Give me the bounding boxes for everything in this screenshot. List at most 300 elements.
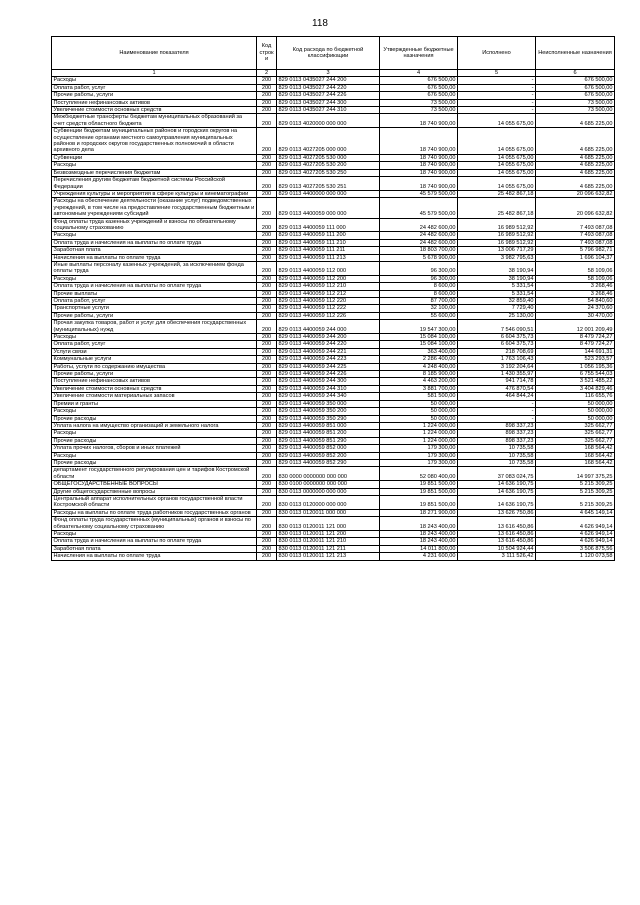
row-line-code: 200 (257, 348, 277, 355)
row-name: Увеличение стоимости основных средств (52, 385, 257, 392)
row-budget-code: 829 0113 4400059 112 200 (277, 275, 380, 282)
row-budget-code: 830 0000 0000000 000 000 (277, 467, 380, 481)
row-line-code: 200 (257, 495, 277, 509)
row-budget-code: 829 0113 4400059 244 225 (277, 363, 380, 370)
row-executed: - (458, 84, 536, 91)
row-unexecuted: 168 564,42 (536, 452, 615, 459)
row-name: Расходы (52, 77, 257, 84)
row-approved: 179 300,00 (380, 452, 458, 459)
table-row (52, 162, 615, 169)
row-name: Оплата труда и начисления на выплаты по оплате труда (52, 239, 257, 246)
row-budget-code: 829 0113 4400059 350 200 (277, 408, 380, 415)
row-unexecuted: 4 626 949,14 (536, 517, 615, 531)
table-row (52, 531, 615, 538)
row-unexecuted: 5 215 309,25 (536, 488, 615, 495)
row-approved: 8 185 900,00 (380, 371, 458, 378)
row-line-code: 200 (257, 128, 277, 155)
row-name: Расходы (52, 452, 257, 459)
table-row (52, 509, 615, 516)
table-row (52, 169, 615, 176)
table-row (52, 77, 615, 84)
table-row (52, 312, 615, 319)
row-name: Перечисления другим бюджетам бюджетной системы Российской Федерации (52, 177, 257, 191)
row-budget-code: 829 0113 4020000 000 000 (277, 114, 380, 128)
row-budget-code: 829 0113 4400059 244 300 (277, 378, 380, 385)
row-executed: 16 989 512,92 (458, 232, 536, 239)
row-name: Фонд оплаты труда государственных (муниципальных) органов и взносы по обязательному социальному страхованию (52, 517, 257, 531)
row-unexecuted: 58 109,06 (536, 261, 615, 275)
row-unexecuted: 3 404 829,46 (536, 385, 615, 392)
row-budget-code: 830 0113 0120011 121 200 (277, 531, 380, 538)
row-unexecuted: 7 493 087,08 (536, 239, 615, 246)
row-name: Поступление нефинансовых активов (52, 99, 257, 106)
row-unexecuted: 4 685 225,00 (536, 177, 615, 191)
row-line-code: 200 (257, 385, 277, 392)
table-row (52, 154, 615, 161)
row-executed: - (458, 92, 536, 99)
row-budget-code: 829 0113 4400059 244 221 (277, 348, 380, 355)
row-approved: 18 243 400,00 (380, 517, 458, 531)
table-row (52, 239, 615, 246)
row-unexecuted: 7 493 087,08 (536, 218, 615, 232)
row-approved: 18 740 900,00 (380, 128, 458, 155)
row-approved: 55 600,00 (380, 312, 458, 319)
row-name: Увеличение стоимости основных средств (52, 107, 257, 114)
row-approved: 179 300,00 (380, 459, 458, 466)
table-row (52, 283, 615, 290)
header-name: Наименование показателя (52, 37, 257, 70)
row-name: Прочие работы, услуги (52, 371, 257, 378)
row-unexecuted: 1 056 195,36 (536, 363, 615, 370)
table-row (52, 415, 615, 422)
row-unexecuted: 58 109,06 (536, 275, 615, 282)
row-budget-code: 830 0113 0000000 000 000 (277, 488, 380, 495)
row-name: Расходы (52, 334, 257, 341)
row-name: Уплата прочих налогов, сборов и иных платежей (52, 445, 257, 452)
row-name: Субвенции бюджетам муниципальных районов и городских округов на осуществление органами местного самоуправления муниципальных районов и городских округов государственных полномочий в области архивного дела (52, 128, 257, 155)
row-approved: 15 084 100,00 (380, 334, 458, 341)
row-executed: - (458, 400, 536, 407)
row-approved: 676 500,00 (380, 92, 458, 99)
table-row (52, 467, 615, 481)
row-unexecuted: 325 662,77 (536, 422, 615, 429)
row-name: Оплата работ, услуг (52, 341, 257, 348)
row-executed: 3 982 795,63 (458, 254, 536, 261)
row-budget-code: 830 0100 0000000 000 000 (277, 481, 380, 488)
row-executed: 898 337,23 (458, 437, 536, 444)
table-row (52, 114, 615, 128)
row-executed: - (458, 99, 536, 106)
row-line-code: 200 (257, 481, 277, 488)
row-name: Начисления на выплаты по оплате труда (52, 553, 257, 560)
column-number: 5 (458, 70, 536, 77)
row-executed: 16 989 512,92 (458, 239, 536, 246)
row-budget-code: 830 0113 0120011 121 000 (277, 517, 380, 531)
row-name: Работы, услуги по содержанию имущества (52, 363, 257, 370)
row-name: Расходы (52, 408, 257, 415)
table-row (52, 261, 615, 275)
row-executed: 898 337,23 (458, 422, 536, 429)
row-executed: 10 735,58 (458, 452, 536, 459)
row-name: Оплата работ, услуг (52, 298, 257, 305)
row-name: Фонд оплаты труда казенных учреждений и взносы по обязательному социальному страхованию (52, 218, 257, 232)
row-line-code: 200 (257, 298, 277, 305)
table-row (52, 538, 615, 545)
row-executed: 7 729,40 (458, 305, 536, 312)
row-budget-code: 829 0113 0435027 244 300 (277, 99, 380, 106)
row-executed: 14 055 675,00 (458, 114, 536, 128)
row-budget-code: 829 0113 4400059 244 340 (277, 393, 380, 400)
row-unexecuted: 4 626 949,14 (536, 538, 615, 545)
row-name: ОБЩЕГОСУДАРСТВЕННЫЕ ВОПРОСЫ (52, 481, 257, 488)
row-unexecuted: 6 755 544,03 (536, 371, 615, 378)
row-approved: 87 700,00 (380, 298, 458, 305)
row-budget-code: 829 0113 4400059 244 310 (277, 385, 380, 392)
row-approved: 24 482 600,00 (380, 218, 458, 232)
table-row (52, 408, 615, 415)
row-executed: 14 055 675,00 (458, 128, 536, 155)
row-executed: 5 331,54 (458, 283, 536, 290)
row-approved: 50 000,00 (380, 408, 458, 415)
row-budget-code: 829 0113 0435027 244 200 (277, 77, 380, 84)
row-approved: 14 011 800,00 (380, 545, 458, 552)
table-row (52, 218, 615, 232)
row-budget-code: 830 0113 0120000 000 000 (277, 495, 380, 509)
row-unexecuted: 50 000,00 (536, 415, 615, 422)
row-budget-code: 829 0113 0435027 244 220 (277, 84, 380, 91)
row-line-code: 200 (257, 312, 277, 319)
row-unexecuted: 50 000,00 (536, 408, 615, 415)
row-name: Оплата труда и начисления на выплаты по оплате труда (52, 283, 257, 290)
row-line-code: 200 (257, 247, 277, 254)
row-executed: 37 083 024,75 (458, 467, 536, 481)
row-unexecuted: 73 500,00 (536, 107, 615, 114)
row-executed: 7 546 090,51 (458, 320, 536, 334)
column-number: 3 (277, 70, 380, 77)
row-line-code: 200 (257, 239, 277, 246)
row-executed: 14 636 190,75 (458, 481, 536, 488)
row-executed: 14 055 675,00 (458, 177, 536, 191)
row-approved: 4 463 200,00 (380, 378, 458, 385)
row-budget-code: 829 0113 4400059 244 000 (277, 320, 380, 334)
row-approved: 1 224 000,00 (380, 430, 458, 437)
row-unexecuted: 168 564,42 (536, 459, 615, 466)
row-budget-code: 829 0113 4027205 530 000 (277, 154, 380, 161)
row-name: Увеличение стоимости материальных запасов (52, 393, 257, 400)
row-executed: 38 190,94 (458, 275, 536, 282)
table-row (52, 298, 615, 305)
row-executed: - (458, 107, 536, 114)
row-line-code: 200 (257, 378, 277, 385)
table-row (52, 254, 615, 261)
row-budget-code: 829 0113 4027205 530 251 (277, 177, 380, 191)
row-executed: 464 844,24 (458, 393, 536, 400)
row-approved: 676 500,00 (380, 84, 458, 91)
row-unexecuted: 4 685 225,00 (536, 154, 615, 161)
row-unexecuted: 4 645 149,14 (536, 509, 615, 516)
table-row (52, 247, 615, 254)
row-line-code: 200 (257, 467, 277, 481)
row-approved: 5 678 900,00 (380, 254, 458, 261)
header-approved: Утвержденные бюджетные назначения (380, 37, 458, 70)
row-approved: 676 500,00 (380, 77, 458, 84)
column-number: 6 (536, 70, 615, 77)
row-name: Коммунальные услуги (52, 356, 257, 363)
row-name: Расходы (52, 275, 257, 282)
row-executed: 14 055 675,00 (458, 162, 536, 169)
row-executed: - (458, 415, 536, 422)
row-executed: 25 130,00 (458, 312, 536, 319)
row-unexecuted: 4 685 225,00 (536, 162, 615, 169)
row-approved: 19 851 500,00 (380, 488, 458, 495)
row-name: Заработная плата (52, 247, 257, 254)
row-executed: 14 636 190,75 (458, 495, 536, 509)
row-unexecuted: 676 500,00 (536, 77, 615, 84)
row-line-code: 200 (257, 261, 277, 275)
row-line-code: 200 (257, 99, 277, 106)
row-line-code: 200 (257, 169, 277, 176)
row-unexecuted: 116 655,76 (536, 393, 615, 400)
row-executed: 14 055 675,00 (458, 169, 536, 176)
table-row (52, 422, 615, 429)
row-line-code: 200 (257, 363, 277, 370)
row-approved: 19 851 500,00 (380, 481, 458, 488)
row-approved: 18 243 400,00 (380, 538, 458, 545)
row-line-code: 200 (257, 320, 277, 334)
row-budget-code: 829 0113 4400059 111 213 (277, 254, 380, 261)
table-row (52, 481, 615, 488)
row-unexecuted: 8 479 724,27 (536, 334, 615, 341)
row-approved: 24 482 600,00 (380, 232, 458, 239)
table-row (52, 348, 615, 355)
row-line-code: 200 (257, 198, 277, 218)
row-approved: 15 084 100,00 (380, 341, 458, 348)
row-approved: 18 740 900,00 (380, 177, 458, 191)
row-name: Расходы на выплаты по оплате труда работников государственных органов (52, 509, 257, 516)
row-line-code: 200 (257, 254, 277, 261)
row-budget-code: 829 0113 4400059 112 222 (277, 305, 380, 312)
row-name: Заработная плата (52, 545, 257, 552)
row-name: Поступление нефинансовых активов (52, 378, 257, 385)
row-unexecuted: 20 096 632,82 (536, 190, 615, 197)
header-line-code: Код строк и (257, 37, 277, 70)
table-row (52, 275, 615, 282)
row-budget-code: 829 0113 4400059 244 220 (277, 341, 380, 348)
table-row (52, 84, 615, 91)
row-name: Межбюджетные трансферты бюджетам муниципальных образований за счет средств областного бюджета (52, 114, 257, 128)
row-approved: 8 600,00 (380, 283, 458, 290)
row-name: Другие общегосударственные вопросы (52, 488, 257, 495)
table-row (52, 341, 615, 348)
row-approved: 19 851 500,00 (380, 495, 458, 509)
row-budget-code: 830 0113 0120011 121 213 (277, 553, 380, 560)
row-line-code: 200 (257, 545, 277, 552)
row-unexecuted: 3 268,46 (536, 290, 615, 297)
table-row (52, 495, 615, 509)
row-budget-code: 829 0113 4400000 000 000 (277, 190, 380, 197)
row-line-code: 200 (257, 283, 277, 290)
row-name: Прочие расходы (52, 437, 257, 444)
table-row (52, 378, 615, 385)
row-executed: 16 989 512,92 (458, 218, 536, 232)
row-approved: 1 224 000,00 (380, 422, 458, 429)
row-executed: 13 006 717,29 (458, 247, 536, 254)
row-budget-code: 829 0113 4400059 111 200 (277, 232, 380, 239)
row-line-code: 200 (257, 356, 277, 363)
row-name: Прочие выплаты (52, 290, 257, 297)
row-budget-code: 830 0113 0120011 121 211 (277, 545, 380, 552)
row-unexecuted: 325 662,77 (536, 430, 615, 437)
row-executed: 25 482 867,18 (458, 198, 536, 218)
row-executed: 1 430 355,97 (458, 371, 536, 378)
row-approved: 18 740 900,00 (380, 162, 458, 169)
row-line-code: 200 (257, 437, 277, 444)
row-executed: 476 870,54 (458, 385, 536, 392)
row-budget-code: 829 0113 4400059 244 200 (277, 334, 380, 341)
row-line-code: 200 (257, 218, 277, 232)
row-name: Транспортные услуги (52, 305, 257, 312)
row-unexecuted: 144 691,31 (536, 348, 615, 355)
row-line-code: 200 (257, 177, 277, 191)
row-unexecuted: 1 696 104,37 (536, 254, 615, 261)
budget-execution-table (51, 36, 615, 561)
row-line-code: 200 (257, 531, 277, 538)
row-executed: - (458, 77, 536, 84)
row-line-code: 200 (257, 114, 277, 128)
row-approved: 50 000,00 (380, 400, 458, 407)
table-row (52, 320, 615, 334)
table-row (52, 198, 615, 218)
row-unexecuted: 4 626 949,14 (536, 531, 615, 538)
row-unexecuted: 325 662,77 (536, 437, 615, 444)
row-line-code: 200 (257, 430, 277, 437)
row-approved: 45 579 500,00 (380, 190, 458, 197)
row-budget-code: 829 0113 4400059 000 000 (277, 198, 380, 218)
row-line-code: 200 (257, 190, 277, 197)
row-budget-code: 829 0113 0435027 244 310 (277, 107, 380, 114)
table-row (52, 371, 615, 378)
row-unexecuted: 24 370,60 (536, 305, 615, 312)
row-approved: 50 000,00 (380, 415, 458, 422)
row-executed: 13 616 450,86 (458, 517, 536, 531)
row-executed: 13 626 750,86 (458, 509, 536, 516)
row-line-code: 200 (257, 452, 277, 459)
row-line-code: 200 (257, 393, 277, 400)
row-line-code: 200 (257, 290, 277, 297)
row-executed: 14 055 675,00 (458, 154, 536, 161)
row-approved: 19 547 300,00 (380, 320, 458, 334)
row-approved: 73 500,00 (380, 99, 458, 106)
row-line-code: 200 (257, 334, 277, 341)
row-executed: 1 763 106,43 (458, 356, 536, 363)
row-name: Прочие расходы (52, 415, 257, 422)
row-unexecuted: 5 215 309,25 (536, 495, 615, 509)
row-budget-code: 830 0113 0120011 000 000 (277, 509, 380, 516)
row-executed: 898 337,23 (458, 430, 536, 437)
header-budget-code: Код расхода по бюджетной классификации (277, 37, 380, 70)
row-approved: 73 500,00 (380, 107, 458, 114)
row-executed: 14 636 190,75 (458, 488, 536, 495)
row-executed: - (458, 408, 536, 415)
column-number-row (52, 70, 615, 77)
table-row (52, 232, 615, 239)
row-unexecuted: 1 120 073,58 (536, 553, 615, 560)
row-unexecuted: 676 500,00 (536, 92, 615, 99)
table-header-row (52, 37, 615, 70)
row-unexecuted: 5 215 309,25 (536, 481, 615, 488)
row-unexecuted: 54 840,60 (536, 298, 615, 305)
row-name: Прочие работы, услуги (52, 92, 257, 99)
row-budget-code: 829 0113 4400059 111 210 (277, 239, 380, 246)
row-budget-code: 830 0113 0120011 121 210 (277, 538, 380, 545)
row-approved: 179 300,00 (380, 445, 458, 452)
table-row (52, 385, 615, 392)
row-budget-code: 829 0113 4400059 112 220 (277, 298, 380, 305)
row-unexecuted: 12 001 209,49 (536, 320, 615, 334)
row-line-code: 200 (257, 459, 277, 466)
column-number: 1 (52, 70, 257, 77)
row-executed: 218 708,69 (458, 348, 536, 355)
row-executed: 3 111 526,42 (458, 553, 536, 560)
row-executed: 13 616 450,86 (458, 531, 536, 538)
row-line-code: 200 (257, 371, 277, 378)
row-executed: 10 735,58 (458, 445, 536, 452)
row-budget-code: 829 0113 4400059 111 000 (277, 218, 380, 232)
row-executed: 10 504 924,44 (458, 545, 536, 552)
row-unexecuted: 73 500,00 (536, 99, 615, 106)
table-row (52, 452, 615, 459)
row-approved: 3 881 700,00 (380, 385, 458, 392)
row-line-code: 200 (257, 154, 277, 161)
table-row (52, 99, 615, 106)
row-name: Оплата труда и начисления на выплаты по оплате труда (52, 538, 257, 545)
row-line-code: 200 (257, 415, 277, 422)
row-budget-code: 829 0113 4027205 530 250 (277, 169, 380, 176)
header-executed: Исполнено (458, 37, 536, 70)
row-line-code: 200 (257, 488, 277, 495)
row-name: Расходы на обеспечение деятельности (оказание услуг) подведомственных учреждений, в том числе на предоставление государственным бюджетным и автономным учреждениям субсидий (52, 198, 257, 218)
row-approved: 18 243 400,00 (380, 531, 458, 538)
row-approved: 24 482 600,00 (380, 239, 458, 246)
row-budget-code: 829 0113 0435027 244 226 (277, 92, 380, 99)
row-budget-code: 829 0113 4400059 244 226 (277, 371, 380, 378)
table-row (52, 177, 615, 191)
row-approved: 1 224 000,00 (380, 437, 458, 444)
table-row (52, 107, 615, 114)
row-unexecuted: 4 685 225,00 (536, 169, 615, 176)
row-line-code: 200 (257, 538, 277, 545)
row-approved: 96 300,00 (380, 261, 458, 275)
row-name: Начисления на выплаты по оплате труда (52, 254, 257, 261)
row-line-code: 200 (257, 275, 277, 282)
row-name: Центральный аппарат исполнительных органов государственной власти Костромской области (52, 495, 257, 509)
row-executed: 38 190,94 (458, 261, 536, 275)
row-name: Расходы (52, 531, 257, 538)
row-line-code: 200 (257, 77, 277, 84)
row-budget-code: 829 0113 4400059 112 226 (277, 312, 380, 319)
row-approved: 96 300,00 (380, 275, 458, 282)
row-unexecuted: 4 685 225,00 (536, 128, 615, 155)
row-unexecuted: 3 506 875,56 (536, 545, 615, 552)
table-row (52, 545, 615, 552)
table-row (52, 553, 615, 560)
row-name: Иные выплаты персоналу казенных учреждений, за исключением фонда оплаты труда (52, 261, 257, 275)
table-row (52, 437, 615, 444)
row-approved: 52 080 400,00 (380, 467, 458, 481)
row-line-code: 200 (257, 509, 277, 516)
row-executed: 32 859,40 (458, 298, 536, 305)
row-approved: 32 100,00 (380, 305, 458, 312)
